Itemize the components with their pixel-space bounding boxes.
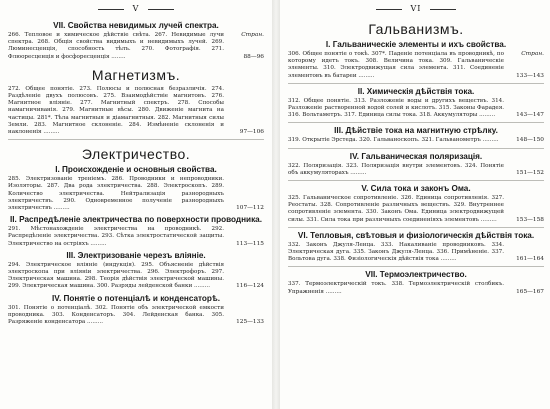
section-heading: III. Дѣйствіе тока на магнитную стрѣлку.: [334, 126, 498, 136]
entry-pages: 151—152: [516, 169, 544, 176]
entry-pages: 165—167: [516, 288, 544, 295]
entry-pages: 88—96: [243, 53, 264, 60]
entry-pages: 148—150: [516, 137, 544, 144]
page-column-label: Стран.: [241, 32, 264, 38]
entry-text: 332. Законъ Джуля-Ленца. 333. Накаливаніе проводниковъ. 334. Электрическая дуга. 335. Законъ Джуля-Ленца. 336. Примѣненіе. 337. Вольтова дуга. 338. Физіологическія дѣйствія тока .........: [288, 241, 504, 263]
divider: [288, 122, 544, 123]
part-title: Магнетизмъ.: [91, 66, 181, 83]
entry-text: 325. Гальваническое сопротивленіе. 326. Единица сопротивленія. 327. Реостаты. 328. Сопротивленіе различныхъ веществъ. 329. Внутреннее сопротивленіе элемента. 330. Законъ Ома. Единица электродвижущей силы. 331. Сила тока при различныхъ соединеніяхъ элементовъ .........: [288, 195, 504, 223]
entry-text: 291. Мѣстонахожденіе электричества на проводникѣ. 292. Распредѣленіе электричества. 293. Сѣтка электростатической защиты. Электричество на остріяхъ .........: [8, 226, 224, 247]
entry-pages: 125—133: [236, 319, 264, 326]
section-heading: III. Электризованіе черезъ вліяніе.: [66, 250, 206, 260]
section-heading: VII. Свойства невидимых лучей спектра.: [53, 21, 219, 30]
entry-pages: 107—112: [236, 205, 264, 212]
entry-text: 272. Общее понятіе. 273. Полюсы и полюсная безразличія. 274. Раздѣленіе двухъ полюсовъ. 275. Взаимодѣйствіе магнитовъ. 276. Магнитное вліяніе. 277. Магнитный спектръ. 278. Способы намагничиванія. 279. Магнитные вѣсы. 280. Движеніе магнита на частицы. 281*. Тѣла магнитныя и діамагнитныя. 282. Магнитныя силы Земли. 283. Магнитное склоненіе. 284. Измѣненіе склоненія и наклоненія .........: [8, 85, 224, 136]
section-heading: VII. Термоэлектричество.: [365, 270, 467, 280]
page-number-left: V: [8, 4, 264, 13]
section-heading: I. Происхожденіе и основныя свойства.: [55, 165, 217, 175]
toc-entry: [288, 281, 544, 295]
toc-entry: [288, 98, 544, 120]
toc-entry: [288, 195, 544, 224]
book-gutter: [272, 0, 280, 409]
toc-entry: [288, 242, 544, 264]
part-title: Электричество.: [81, 146, 191, 163]
divider: [288, 266, 544, 267]
toc-entry: [8, 32, 264, 61]
toc-entry: [288, 163, 544, 177]
divider: [288, 83, 544, 84]
page-number-right: VI: [288, 4, 544, 13]
entry-text: 266. Тепловое и химическое дѣйствіе свѣта. 267. Невидимые лучи спектра. 268. Общія свойства видимыхъ и невидимыхъ лучей. 269. Люминесценція, способность тѣлъ. 270. Фотографія. 271. Флюоресценція и фосфоресценція ........: [8, 32, 224, 60]
part-title: Гальванизмъ.: [368, 21, 464, 37]
entry-pages: 133—143: [516, 72, 544, 79]
left-page: [0, 0, 272, 409]
toc-entry: [8, 86, 264, 136]
entry-text: 312. Общее понятіе. 313. Разложеніе воды и другихъ веществъ. 314. Разложеніе растворенной водой солей и кислотъ. 315. Законы Фарадея. 316. Вольтаметръ. 317. Единица силы тока. 318. Аккумуляторы .........: [288, 97, 504, 119]
toc-entry: [288, 51, 544, 80]
entry-pages: 116—124: [236, 283, 264, 290]
section-heading: II. Химическія дѣйствія тока.: [357, 86, 475, 96]
entry-text: 285. Электризованіе треніемъ. 286. Проводники и непроводники. Изоляторы. 287. Два рода электричества. 288. Электроскопъ. 289. Количество электричества. Нейтрализація разнородныхъ электричествъ. 290. Одновременное полученіе разнородныхъ электричествъ .........: [8, 176, 224, 212]
divider: [288, 180, 544, 181]
page-column-label: Стран.: [521, 51, 544, 57]
entry-pages: 153—158: [516, 216, 544, 223]
toc-entry: [288, 137, 544, 144]
toc-entry: [8, 305, 264, 327]
entry-text: 301. Понятіе о потенціалѣ. 302. Понятіе объ электрической емкости проводника. 303. Конденсаторъ. 304. Лейденская банка. 305. Разряженіе конденсатора .........: [8, 304, 224, 326]
section-heading: I. Гальваническіе элементы и ихъ свойства.: [325, 40, 507, 49]
entry-text: 306. Общее понятіе о токѣ. 307*. Паденіе потенціала въ проводникѣ, по которому идетъ токъ. 308. Величина тока. 309. Гальваническіе элементы. 310. Электродвижущая сила элемента. 311. Соединеніе элементовъ въ батареи .........: [288, 51, 504, 79]
entry-text: 322. Поляризація. 323. Поляризація внутри элементовъ. 324. Понятіе объ аккумуляторахъ .........: [288, 162, 504, 176]
divider: [8, 139, 264, 140]
divider: [288, 148, 544, 149]
right-page: [280, 0, 550, 409]
entry-pages: 161—164: [516, 256, 544, 263]
toc-entry: [8, 226, 264, 248]
entry-pages: 97—106: [239, 129, 264, 136]
entry-text: 337. Термоэлектрическій токъ. 338. Термоэлектрическій столбикъ. Упражненія .........: [288, 281, 504, 295]
section-heading: IV. Гальваническая поляризація.: [349, 151, 483, 161]
section-heading: IV. Понятіе о потенціалѣ и конденсаторѣ.: [52, 293, 220, 303]
divider: [288, 227, 544, 228]
toc-entry: [8, 176, 264, 212]
entry-pages: 113—115: [236, 240, 264, 247]
section-heading: VI. Тепловыя, свѣтовыя и физіологическія дѣйствія тока.: [297, 230, 535, 240]
toc-entry: [8, 262, 264, 291]
entry-text: 294. Электрическое вліяніе (индукція). 295. Объясненіе дѣйствія электроскопа при вліяніи электричества. 296. Электрофоръ. 297. Электрическая машина. 298. Теорія дѣйствія электрической машины. 299. Электрическая машина. 300. Разряды лейденской банки .........: [8, 261, 224, 290]
entry-pages: 143—147: [516, 112, 544, 119]
section-heading: II. Распредѣленіе электричества по поверхности проводника.: [10, 215, 262, 225]
entry-text: 319. Открытіе Эрстеда. 320. Гальваноскопъ. 321. Гальванометръ .........: [288, 137, 499, 144]
section-heading: V. Сила тока и законъ Ома.: [361, 184, 471, 194]
